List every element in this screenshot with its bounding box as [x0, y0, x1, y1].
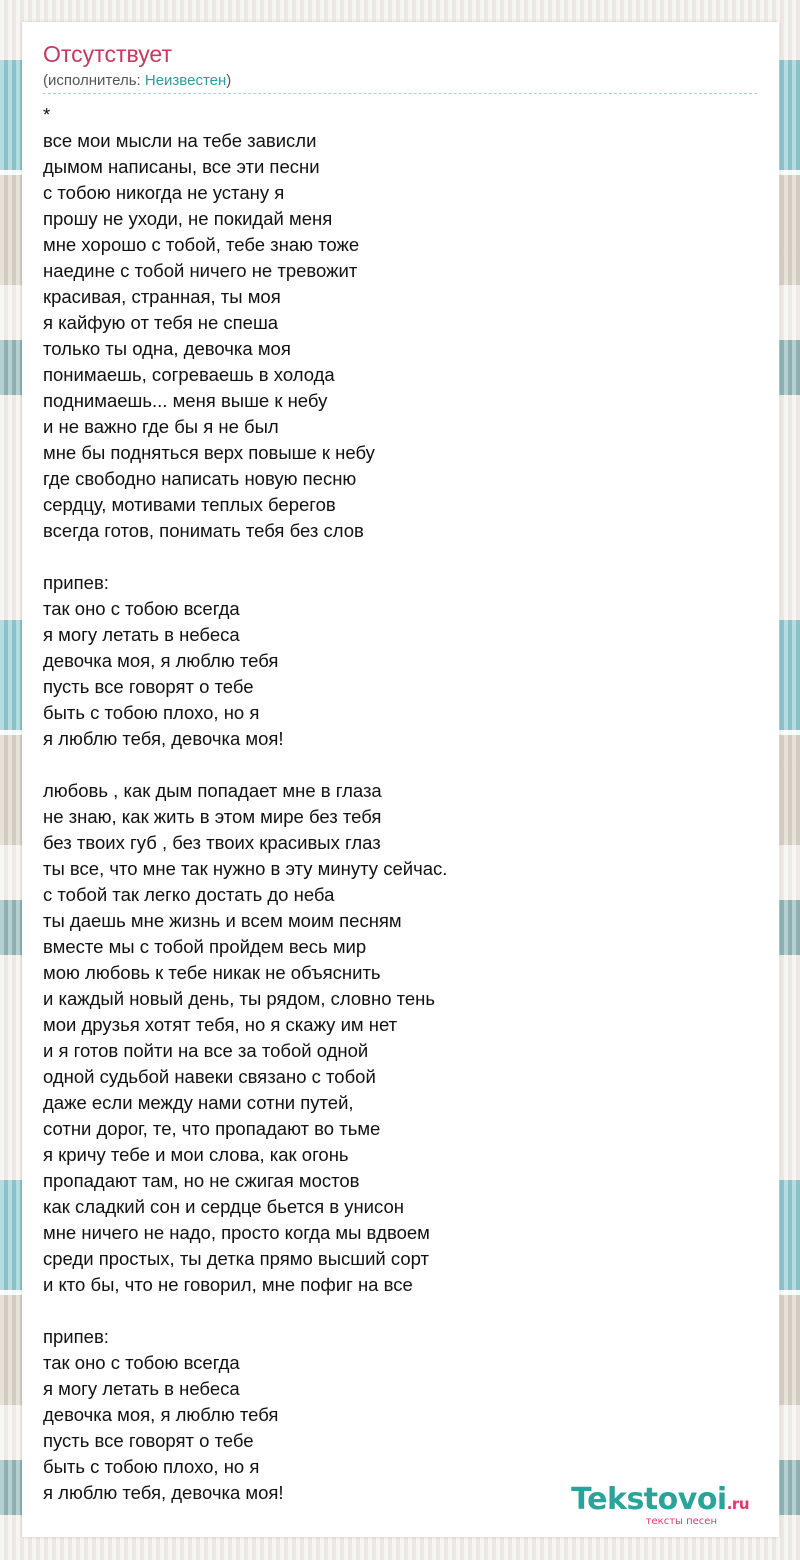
- site-logo[interactable]: [571, 1484, 749, 1527]
- logo-name: Tekstovoi: [571, 1482, 727, 1517]
- logo-tld: .ru: [726, 1495, 749, 1513]
- logo-wordmark: [571, 1484, 749, 1520]
- artist-line: [43, 72, 231, 89]
- artist-link[interactable]: Неизвестен: [144, 72, 227, 89]
- artist-suffix: ): [226, 72, 232, 89]
- song-title: Отсутствует: [43, 41, 172, 67]
- lyrics-text: * все мои мысли на тебе зависли дымом написаны, все эти песни с тобою никогда не устану я прошу не уходи, не покидай меня мне хорошо с тобой, тебе знаю тоже наедине с тобой ничего не тревожит красивая, странная, ты моя я кайфую от тебя не спеша только ты одна, девочка моя понимаешь, согреваешь в холода поднимаешь... меня выше к небу и не важно где бы я не был мне бы подняться верх повыше к небу где свободно написать новую песню сердцу, мотивами теплых берегов всегда готов, понимать тебя без слов припев: так оно с тобою всегда я могу летать в небеса девочка моя, я люблю тебя пусть все говорят о тебе быть с тобою плохо, но я я люблю тебя, девочка моя! любовь , как дым попадает мне в глаза не знаю, как жить в этом мире без тебя без твоих губ , без твоих красивых глаз ты все, что мне так нужно в эту минуту сейчас. с тобой так легко достать до неба ты даешь мне жизнь и всем моим песням вместе мы с тобой пройдем весь мир мою любовь к тебе никак не объяснить и каждый новый день, ты рядом, словно тень мои друзья хотят тебя, но я скажу им нет и я готов пойти на все за тобой одной одной судьбой навеки связано с тобой даже если между нами сотни путей, сотни дорог, те, что пропадают во тьме я кричу тебе и мои слова, как огонь пропадают там, но не сжигая мостов как сладкий сон и сердце бьется в унисон мне ничего не надо, просто когда мы вдвоем среди простых, ты детка прямо высший сорт и кто бы, что не говорил, мне пофиг на все припев: так оно с тобою всегда я могу летать в небеса девочка моя, я люблю тебя пусть все говорят о тебе быть с тобою плохо, но я я люблю тебя, девочка моя!: [43, 104, 448, 1503]
- lyrics-card: [22, 22, 779, 1537]
- header-divider: [43, 93, 757, 94]
- artist-prefix: (исполнитель:: [43, 72, 145, 89]
- logo-tagline: тексты песен: [645, 1516, 717, 1527]
